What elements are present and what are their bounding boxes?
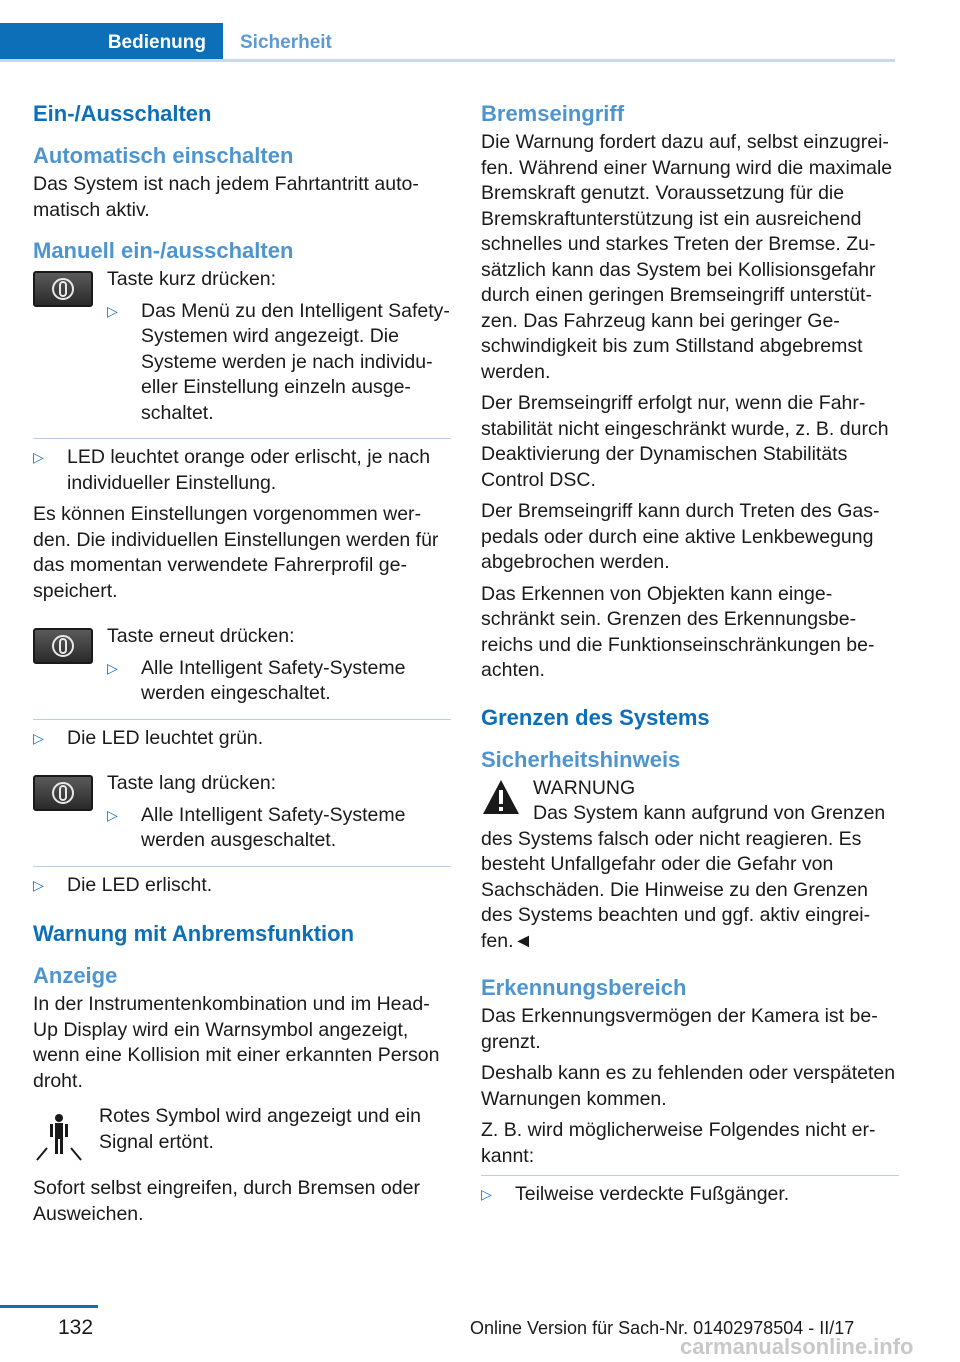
bullet-triangle-icon: ▷ <box>107 806 118 823</box>
safety-button-icon <box>33 271 93 307</box>
right-column <box>481 100 899 1214</box>
list-item: ▷ Teilweise verdeckte Fußgänger. <box>481 1182 899 1208</box>
taste-kurz-block <box>33 267 451 432</box>
heading-sicherheitshinweis: Sicherheitshinweis <box>481 746 681 772</box>
heading-warnung: Warnung mit Anbremsfunktion <box>33 921 355 946</box>
list-item: ▷ Das Menü zu den Intelligent Safety-Systemen wird angezeigt. Die Systeme werden je nach individueller Einstellung einzeln ausgeschaltet. <box>107 299 450 424</box>
taste-lang-block <box>33 771 451 860</box>
heading-anzeige: Anzeige <box>33 963 118 988</box>
warning-block <box>481 776 899 827</box>
pedestrian-warning-icon <box>33 1110 85 1162</box>
list-item: ▷ Alle Intelligent Safety-Systeme werden eingeschaltet. <box>107 656 406 704</box>
rotes-symbol-block <box>33 1104 451 1162</box>
list-item: ▷ Die LED leuchtet grün. <box>33 726 451 752</box>
paragraph-brems2: Der Bremseingriff erfolgt nur, wenn die Fahrstabilität nicht eingeschränkt wurde, z. B. durch Deaktivierung der Dynamischen Stabilitäts Control DSC. <box>481 392 889 491</box>
paragraph-erkenn2: Deshalb kann es zu fehlenden oder verspäteten Warnungen kommen. <box>481 1062 896 1110</box>
divider <box>33 866 451 867</box>
bullet-triangle-icon: ▷ <box>107 659 118 676</box>
heading-manuell: Manuell ein-/ausschalten <box>33 238 294 263</box>
tab-bar <box>0 23 895 62</box>
bullet-triangle-icon: ▷ <box>33 729 44 746</box>
safety-button-icon <box>33 775 93 811</box>
page-number: 132 <box>58 1316 94 1339</box>
taste-erneut-block <box>33 624 451 713</box>
heading-ein-ausschalten: Ein-/Ausschalten <box>33 101 212 126</box>
paragraph-anzeige: In der Instrumentenkombination und im Head-Up Display wird ein Warnsymbol angezeigt, wenn eine Kollision mit einer erkannten Person droht. <box>33 993 440 1092</box>
paragraph-auto: Das System ist nach jedem Fahrtantritt automatisch aktiv. <box>33 173 419 221</box>
divider <box>33 438 451 439</box>
left-column <box>33 100 451 1233</box>
heading-bremseingriff: Bremseingriff <box>481 101 625 126</box>
warning-text: des Systems falsch oder nicht reagieren. Es besteht Unfallgefahr oder die Gefahr von Sachschäden. Die Hinweise zu den Grenzen des Systems beachten und ggf. aktiv eingreifen.◄ <box>481 827 871 952</box>
bullet-triangle-icon: ▷ <box>33 876 44 893</box>
tab-sicherheit[interactable]: Sicherheit <box>240 31 332 53</box>
heading-erkennungsbereich: Erkennungsbereich <box>481 975 687 1000</box>
taste-lang-intro: Taste lang drücken: <box>107 772 277 794</box>
paragraph-erkenn1: Das Erkennungsvermögen der Kamera ist begrenzt. <box>481 1005 878 1053</box>
bullet-triangle-icon: ▷ <box>33 449 44 465</box>
warning-triangle-icon <box>481 778 521 818</box>
paragraph-brems4: Das Erkennen von Objekten kann eingeschränkt sein. Grenzen des Erkennungsbereichs und die Funktionseinschränkungen beachten. <box>481 582 875 681</box>
paragraph-brems3: Der Bremseingriff kann durch Treten des Gaspedals oder durch eine aktive Lenkbewegung abgebrochen werden. <box>481 500 880 573</box>
list-item: ▷ Alle Intelligent Safety-Systeme werden ausgeschaltet. <box>107 803 406 851</box>
list-item: ▷ LED leuchtet orange oder erlischt, je nach individueller Einstellung. <box>33 446 431 494</box>
paragraph-erkenn3: Z. B. wird möglicherweise Folgendes nicht erkannt: <box>481 1119 876 1167</box>
tab-bedienung[interactable]: Bedienung <box>0 23 223 62</box>
divider <box>481 1175 899 1176</box>
taste-erneut-intro: Taste erneut drücken: <box>107 625 295 647</box>
online-version-text: Online Version für Sach-Nr. 01402978504 - II/17 <box>470 1318 855 1338</box>
warning-title: WARNUNG <box>533 776 636 799</box>
list-item: ▷ Die LED erlischt. <box>33 873 451 899</box>
paragraph-settings: Es können Einstellungen vorgenommen werden. Die individuellen Einstellungen werden für das momentan verwendete Fahrerprofil gespeichert. <box>33 503 439 602</box>
divider <box>33 719 451 720</box>
rotes-symbol-text: Rotes Symbol wird angezeigt und ein Signal ertönt. <box>99 1105 421 1153</box>
warning-line1: Das System kann aufgrund von Grenzen <box>533 802 886 824</box>
bullet-triangle-icon: ▷ <box>107 302 118 319</box>
paragraph-sofort: Sofort selbst eingreifen, durch Bremsen oder Ausweichen. <box>33 1177 420 1225</box>
tab-underline <box>0 59 895 62</box>
paragraph-brems1: Die Warnung fordert dazu auf, selbst einzugreifen. Während einer Warnung wird die maximale Bremskraft genutzt. Voraussetzung für die Bremskraftunterstützung ist ein ausreichend schnelles und starkes Treten der Bremse. Zusätzlich kann das System bei Kollisionsgefahr durch einen geringen Bremseingriff unterstützen. Das Fahrzeug kann bei geringer Geschwindigkeit bis zum Stillstand abgebremst werden. <box>481 131 893 383</box>
safety-button-icon <box>33 628 93 664</box>
heading-grenzen: Grenzen des Systems <box>481 704 710 730</box>
heading-automatisch: Automatisch einschalten <box>33 143 294 168</box>
footer-line <box>0 1305 98 1308</box>
watermark: carmanualsonline.info <box>680 1334 914 1359</box>
bullet-triangle-icon: ▷ <box>481 1186 492 1202</box>
taste-kurz-intro: Taste kurz drücken: <box>107 268 277 290</box>
